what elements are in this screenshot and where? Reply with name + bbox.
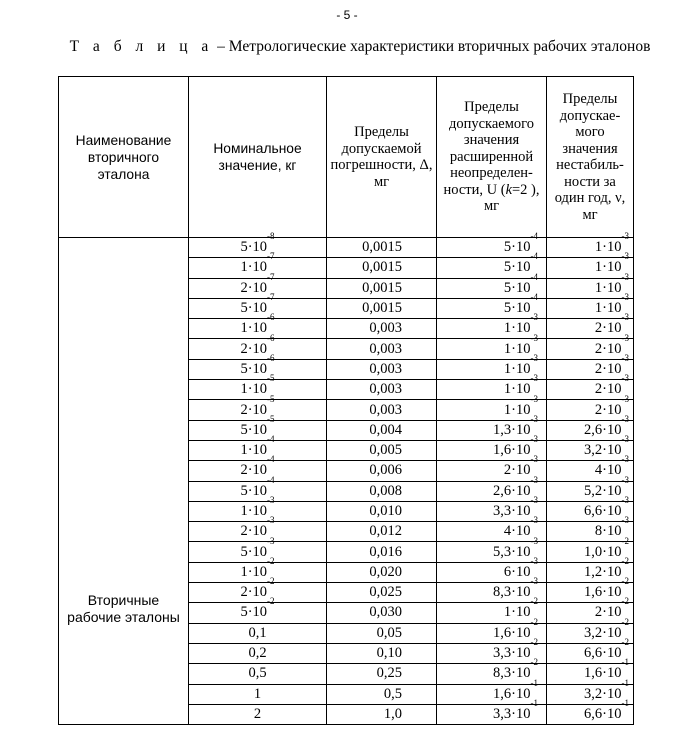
error-cell: 0,006 [327,461,437,481]
uncertainty-cell: $2\cdot 10^{-3}$ [437,461,547,481]
nominal-cell: $2\cdot 10^{-6}$ [189,339,327,359]
nominal-cell: $1\cdot 10^{-5}$ [189,380,327,400]
header-error-limits: Пределы допускаемой погрешности, Δ, мг [327,77,437,238]
uncertainty-cell: $8,3\cdot 10^{-3}$ [437,583,547,603]
error-cell: 0,0015 [327,238,437,258]
nominal-cell: $5\cdot 10^{-3}$ [189,542,327,562]
instability-cell: $6,6\cdot 10^{-1}$ [547,704,634,724]
instability-cell: $2\cdot 10^{-2}$ [547,603,634,623]
header-standard-name: Наименование вторичного эталона [59,77,189,238]
instability-cell: $1,6\cdot 10^{-1}$ [547,664,634,684]
nominal-cell: 0,1 [189,623,327,643]
uncertainty-cell: $1,6\cdot 10^{-1}$ [437,684,547,704]
nominal-cell: 0,5 [189,664,327,684]
instability-cell: $2\cdot 10^{-3}$ [547,380,634,400]
uncertainty-cell: $2,6\cdot 10^{-3}$ [437,481,547,501]
uncertainty-cell: $1\cdot 10^{-3}$ [437,339,547,359]
uncertainty-cell: $1\cdot 10^{-3}$ [437,400,547,420]
error-cell: 0,0015 [327,258,437,278]
caption-label: Т а б л и ц а [69,38,214,55]
nominal-cell: $2\cdot 10^{-4}$ [189,461,327,481]
nominal-cell: $1\cdot 10^{-3}$ [189,501,327,521]
error-cell: 0,025 [327,583,437,603]
nominal-cell: 1 [189,684,327,704]
error-cell: 0,0015 [327,298,437,318]
error-cell: 0,016 [327,542,437,562]
error-cell: 0,5 [327,684,437,704]
caption-dash: – [213,38,229,55]
error-cell: 0,10 [327,643,437,663]
header-uncertainty: Пределы допускаемого значения расширенной неопределен-ности, U (k=2 ), мг [437,77,547,238]
table-caption [40,38,680,55]
uncertainty-cell: $1,6\cdot 10^{-2}$ [437,623,547,643]
instability-cell: $1\cdot 10^{-3}$ [547,298,634,318]
error-cell: 0,05 [327,623,437,643]
uncertainty-cell: $5\cdot 10^{-4}$ [437,298,547,318]
error-cell: 0,003 [327,359,437,379]
nominal-cell: $5\cdot 10^{-2}$ [189,603,327,623]
table-body [59,231,634,725]
nominal-cell: $5\cdot 10^{-5}$ [189,420,327,440]
instability-cell: $5,2\cdot 10^{-3}$ [547,481,634,501]
error-cell: 0,003 [327,339,437,359]
error-cell: 0,005 [327,440,437,460]
uncertainty-cell: $5\cdot 10^{-4}$ [437,258,547,278]
instability-cell: $2\cdot 10^{-3}$ [547,400,634,420]
nominal-cell: $1\cdot 10^{-7}$ [189,258,327,278]
instability-cell: $6,6\cdot 10^{-2}$ [547,643,634,663]
instability-cell: $3,2\cdot 10^{-2}$ [547,623,634,643]
uncertainty-cell: $1\cdot 10^{-3}$ [437,359,547,379]
table-row [59,238,634,258]
error-cell: 0,25 [327,664,437,684]
nominal-cell: $2\cdot 10^{-5}$ [189,400,327,420]
metrology-table [58,76,634,725]
caption-title: Метрологические характеристики вторичных рабочих эталонов [228,38,651,55]
error-cell: 0,020 [327,562,437,582]
instability-cell: $4\cdot 10^{-3}$ [547,461,634,481]
nominal-cell: $1\cdot 10^{-4}$ [189,440,327,460]
page-number: - 5 - [336,8,358,22]
uncertainty-cell: $5,3\cdot 10^{-3}$ [437,542,547,562]
table-header-row [59,77,634,238]
instability-cell: $2\cdot 10^{-3}$ [547,339,634,359]
error-cell: 0,008 [327,481,437,501]
error-cell: 0,003 [327,319,437,339]
uncertainty-cell: $1,6\cdot 10^{-3}$ [437,440,547,460]
uncertainty-cell: $8,3\cdot 10^{-2}$ [437,664,547,684]
instability-cell: $1,0\cdot 10^{-2}$ [547,542,634,562]
nominal-cell: $1\cdot 10^{-6}$ [189,319,327,339]
group-label-cell: Вторичные рабочие эталоны [59,238,189,725]
instability-cell: $1,6\cdot 10^{-2}$ [547,583,634,603]
uncertainty-cell: $5\cdot 10^{-4}$ [437,278,547,298]
error-cell: 0,003 [327,400,437,420]
instability-cell: $3,2\cdot 10^{-3}$ [547,440,634,460]
instability-cell: $2\cdot 10^{-3}$ [547,319,634,339]
instability-cell: $3,2\cdot 10^{-1}$ [547,684,634,704]
error-cell: 0,0015 [327,278,437,298]
nominal-cell: $2\cdot 10^{-2}$ [189,583,327,603]
error-cell: 0,010 [327,501,437,521]
error-cell: 0,030 [327,603,437,623]
nominal-cell: $5\cdot 10^{-4}$ [189,481,327,501]
nominal-cell: $2\cdot 10^{-3}$ [189,522,327,542]
nominal-cell: $2\cdot 10^{-7}$ [189,278,327,298]
uncertainty-cell: $5\cdot 10^{-4}$ [437,238,547,258]
nominal-cell: $5\cdot 10^{-7}$ [189,298,327,318]
instability-cell: $6,6\cdot 10^{-3}$ [547,501,634,521]
uncertainty-cell: $4\cdot 10^{-3}$ [437,522,547,542]
header-nominal-value: Номинальное значение, кг [189,77,327,238]
uncertainty-cell: $1\cdot 10^{-3}$ [437,380,547,400]
uncertainty-cell: $1\cdot 10^{-3}$ [437,319,547,339]
nominal-cell: $5\cdot 10^{-6}$ [189,359,327,379]
instability-cell: $2,6\cdot 10^{-3}$ [547,420,634,440]
uncertainty-cell: $6\cdot 10^{-3}$ [437,562,547,582]
instability-cell: $1\cdot 10^{-3}$ [547,258,634,278]
error-cell: 0,004 [327,420,437,440]
uncertainty-cell: $1,3\cdot 10^{-3}$ [437,420,547,440]
header-instability: Пределы допускае-мого значения нестабиль-ности за один год, ν, мг [547,77,634,238]
nominal-cell: 2 [189,704,327,724]
nominal-cell: $5\cdot 10^{-8}$ [189,238,327,258]
error-cell: 0,012 [327,522,437,542]
instability-cell: $1\cdot 10^{-3}$ [547,278,634,298]
instability-cell: $1,2\cdot 10^{-2}$ [547,562,634,582]
uncertainty-cell: $1\cdot 10^{-2}$ [437,603,547,623]
instability-cell: $2\cdot 10^{-3}$ [547,359,634,379]
instability-cell: $8\cdot 10^{-3}$ [547,522,634,542]
instability-cell: $1\cdot 10^{-3}$ [547,238,634,258]
uncertainty-cell: $3,3\cdot 10^{-3}$ [437,501,547,521]
uncertainty-cell: $3,3\cdot 10^{-2}$ [437,643,547,663]
nominal-cell: $1\cdot 10^{-2}$ [189,562,327,582]
nominal-cell: 0,2 [189,643,327,663]
error-cell: 0,003 [327,380,437,400]
error-cell: 1,0 [327,704,437,724]
uncertainty-cell: $3,3\cdot 10^{-1}$ [437,704,547,724]
